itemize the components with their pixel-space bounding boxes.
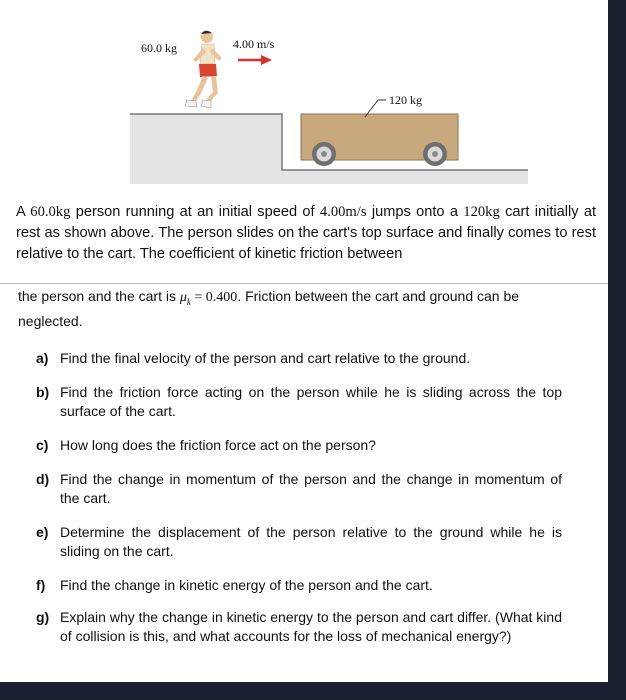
cart-mass-label: 120 kg — [389, 93, 422, 107]
divider — [0, 283, 608, 284]
person-mass-label: 60.0 kg — [141, 41, 177, 55]
problem-intro: A 60.0kg person running at an initial speed of 4.00m/s jumps onto a 120kg cart initially at rest as shown above. The person slides on the cart's top surface and finally comes to rest relative to the cart. The coefficient of kinetic friction between — [16, 204, 597, 262]
cart-mass-value: 120kg — [463, 204, 500, 220]
speed-value: 4.00m/s — [319, 204, 367, 220]
question-item: a) Find the final velocity of the person and cart relative to the ground. — [36, 350, 471, 366]
question-item: g) Explain why the change in kinetic energy to the person and cart differ. (What kind of collision is this, and what accounts for the loss of mechanical energy?) — [36, 609, 562, 644]
question-item: b) Find the friction force acting on the person while he is sliding across the top surface of the cart. — [36, 384, 562, 419]
person-mass-value: 60.0kg — [30, 204, 71, 220]
running-person-icon — [185, 31, 222, 108]
question-item: d) Find the change in momentum of the person and the change in momentum of the cart. — [36, 471, 562, 506]
friction-coefficient: $\mu_k$ — [179, 290, 191, 307]
physics-diagram — [0, 0, 608, 195]
cart-wheel-right — [423, 142, 447, 166]
question-item: e) Determine the displacement of the person relative to the ground while he is sliding on the cart. — [36, 524, 562, 559]
problem-continued: the person and the cart is $\mu_k = 0.400$. Friction between the cart and ground can be neglected. — [18, 288, 520, 329]
question-item: f) Find the change in kinetic energy of the person and the cart. — [36, 577, 433, 593]
velocity-arrow-icon — [238, 55, 272, 65]
question-item: c) How long does the friction force act on the person? — [36, 437, 376, 453]
question-list — [36, 349, 562, 661]
speed-label: 4.00 m/s — [233, 37, 275, 51]
cart-wheel-left — [312, 142, 336, 166]
